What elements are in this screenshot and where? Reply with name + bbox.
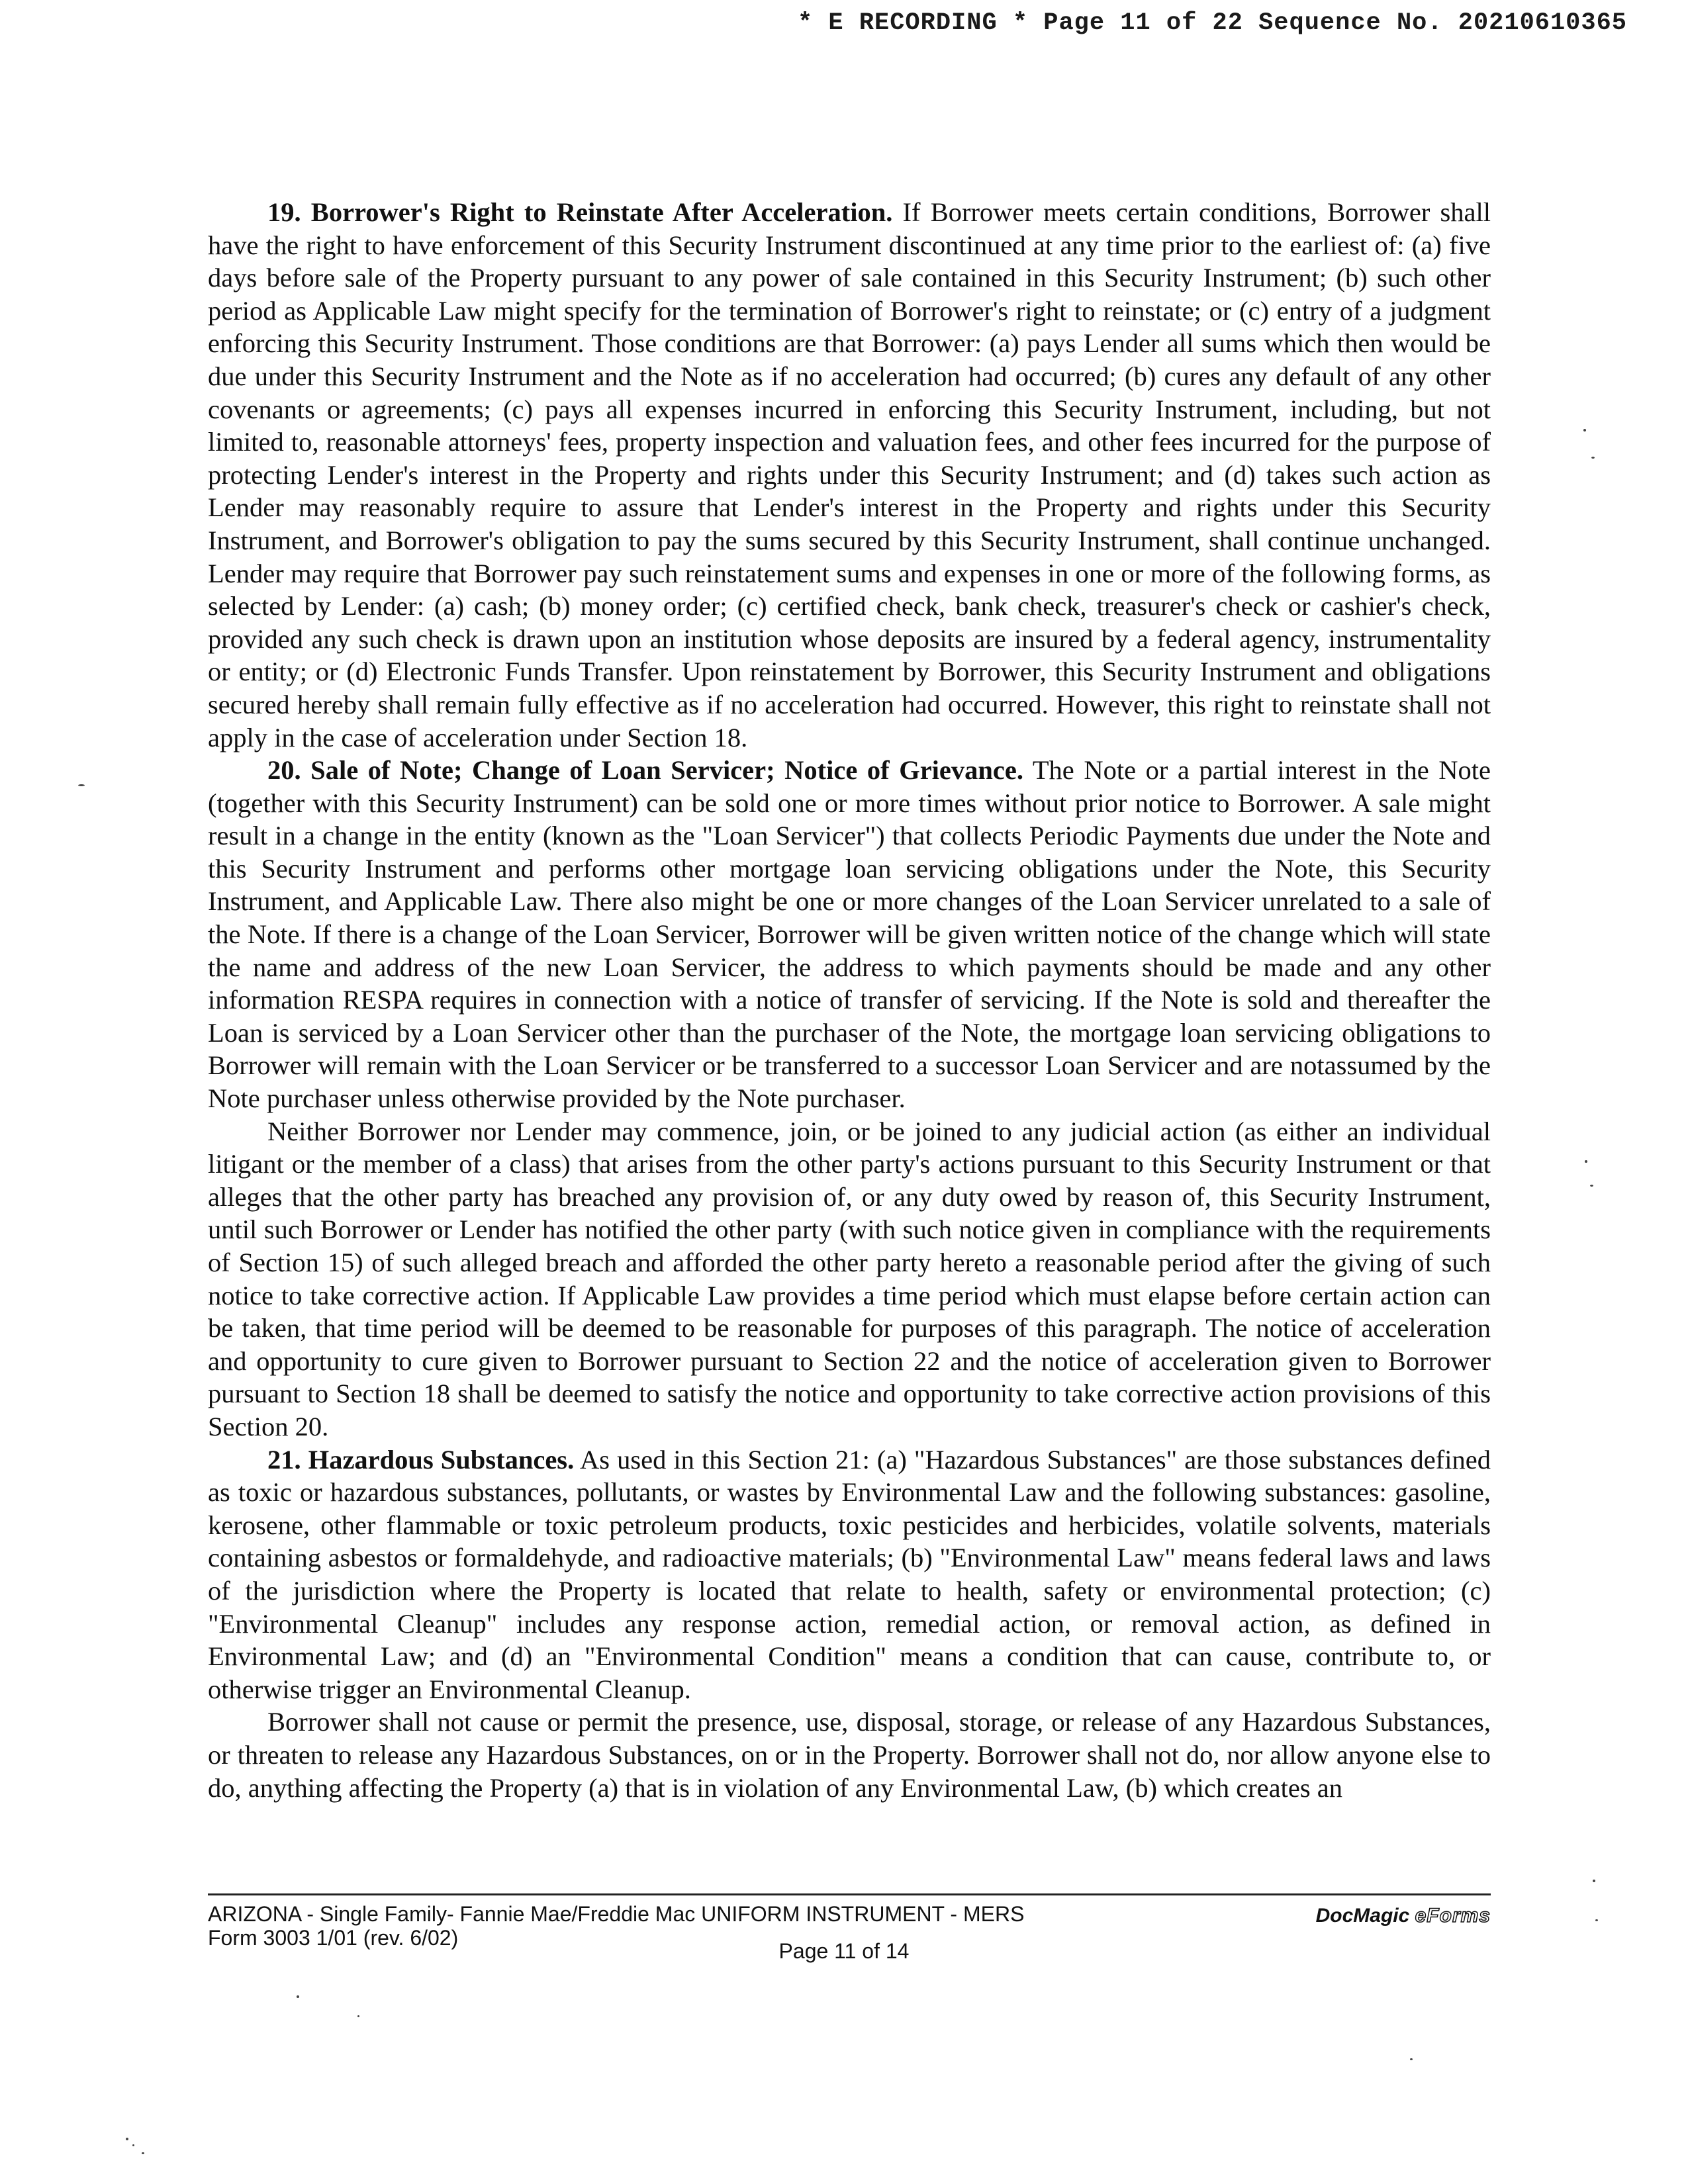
scan-speck xyxy=(1585,1160,1587,1163)
scan-speck xyxy=(142,2152,144,2154)
scan-speck xyxy=(1595,1919,1598,1921)
section-21-paragraph-2: Borrower shall not cause or permit the presence, use, disposal, storage, or release of any Hazardous Substances, or threaten to release any Hazardous Substances, on or in the Property. Borrower shall not do, nor allow anyone else to do, anything affecting the Property (a) that is in violation of any Environmental Law, (b) which creates an xyxy=(208,1707,1491,1803)
document-body xyxy=(208,196,1491,1804)
docmagic-logo xyxy=(1316,1905,1491,1927)
scan-speck xyxy=(357,2015,359,2017)
section-19-heading: 19. Borrower's Right to Reinstate After Acceleration. xyxy=(267,197,893,227)
section-19-text: If Borrower meets certain conditions, Borrower shall have the right to have enforcement of this Security Instrument discontinued at any time prior to the earliest of: (a) five days before sale of the Property pursuant to any power of sale contained in this Security Instrument; (b) such other period as Applicable Law might specify for the termination of Borrower's right to reinstate; or (c) entry of a judgment enforcing this Security Instrument. Those conditions are that Borrower: (a) pays Lender all sums which then would be due under this Security Instrument and the Note as if no acceleration had occurred; (b) cures any default of any other covenants or agreements; (c) pays all expenses incurred in enforcing this Security Instrument, including, but not limited to, reasonable attorneys' fees, property inspection and valuation fees, and other fees incurred for the purpose of protecting Lender's interest in the Property and rights under this Security Instrument; and (d) takes such action as Lender may reasonably require to assure that Lender's interest in the Property and rights under this Security Instrument, and Borrower's obligation to pay the sums secured by this Security Instrument, shall continue unchanged. Lender may require that Borrower pay such reinstatement sums and expenses in one or more of the following forms, as selected by Lender: (a) cash; (b) money order; (c) certified check, bank check, treasurer's check or cashier's check, provided any such check is drawn upon an institution whose deposits are insured by a federal agency, instrumentality or entity; or (d) Electronic Funds Transfer. Upon reinstatement by Borrower, this Security Instrument and obligations secured hereby shall remain fully effective as if no acceleration had occurred. However, this right to reinstate shall not apply in the case of acceleration under Section 18. xyxy=(208,197,1491,752)
scan-speck xyxy=(78,784,85,786)
section-19-paragraph xyxy=(208,196,1491,754)
scan-speck xyxy=(1410,2058,1413,2060)
scan-speck xyxy=(126,2138,128,2140)
section-21-paragraph xyxy=(208,1443,1491,1706)
scan-speck xyxy=(1593,1880,1595,1882)
section-20-paragraph xyxy=(208,754,1491,1115)
scan-speck xyxy=(297,1995,299,1998)
footer-form-number: Form 3003 1/01 (rev. 6/02) xyxy=(208,1926,459,1950)
recording-header: * E RECORDING * Page 11 of 22 Sequence No. 20210610365 xyxy=(798,9,1627,37)
section-20-text: The Note or a partial interest in the Note (together with this Security Instrument) can be sold one or more times without prior notice to Borrower. A sale might result in a change in the entity (known as the "Loan Servicer") that collects Periodic Payments due under the Note and this Security Instrument and performs other mortgage loan servicing obligations under the Note, this Security Instrument, and Applicable Law. There also might be one or more changes of the Loan Servicer unrelated to a sale of the Note. If there is a change of the Loan Servicer, Borrower will be given written notice of the change which will state the name and address of the new Loan Servicer, the address to which payments should be made and any other information RESPA requires in connection with a notice of transfer of servicing. If the Note is sold and thereafter the Loan is serviced by a Loan Servicer other than the purchaser of the Note, the mortgage loan servicing obligations to Borrower will remain with the Loan Servicer or be transferred to a successor Loan Servicer and are notassumed by the Note purchaser unless otherwise provided by the Note purchaser. xyxy=(208,755,1491,1114)
docmagic-logo-text: DocMagic xyxy=(1315,1905,1415,1927)
eforms-logo-text: eForms xyxy=(1415,1905,1491,1927)
section-21-text: As used in this Section 21: (a) "Hazardous Substances" are those substances defined as toxic or hazardous substances, pollutants, or wastes by Environmental Law and the following substances: gasoline, kerosene, other flammable or toxic petroleum products, toxic pesticides and herbicides, volatile solvents, materials containing asbestos or formaldehyde, and radioactive materials; (b) "Environmental Law" means federal laws and laws of the jurisdiction where the Property is located that relate to health, safety or environmental protection; (c) "Environmental Cleanup" includes any response action, remedial action, or removal action, as defined in Environmental Law; and (d) an "Environmental Condition" means a condition that can cause, contribute to, or otherwise trigger an Environmental Cleanup. xyxy=(208,1444,1491,1704)
footer-page-number: Page 11 of 14 xyxy=(778,1939,910,1963)
scan-speck xyxy=(1590,1185,1593,1187)
scan-speck xyxy=(1591,457,1595,459)
scan-speck xyxy=(1583,429,1586,432)
section-20-heading: 20. Sale of Note; Change of Loan Servicer; Notice of Grievance. xyxy=(267,755,1023,786)
footer-form-title: ARIZONA - Single Family- Fannie Mae/Freddie Mac UNIFORM INSTRUMENT - MERS xyxy=(208,1902,1025,1926)
footer-divider xyxy=(208,1893,1491,1895)
scan-speck xyxy=(132,2144,134,2146)
section-21-heading: 21. Hazardous Substances. xyxy=(267,1444,575,1475)
section-20-paragraph-2: Neither Borrower nor Lender may commence, join, or be joined to any judicial action (as either an individual litigant or the member of a class) that arises from the other party's actions pursuant to this Security Instrument or that alleges that the other party has breached any provision of, or any duty owed by reason of, this Security Instrument, until such Borrower or Lender has notified the other party (with such notice given in compliance with the requirements of Section 15) of such alleged breach and afforded the other party hereto a reasonable period after the giving of such notice to take corrective action. If Applicable Law provides a time period which must elapse before certain action can be taken, that time period will be deemed to be reasonable for purposes of this paragraph. The notice of acceleration and opportunity to cure given to Borrower pursuant to Section 22 and the notice of acceleration given to Borrower pursuant to Section 18 shall be deemed to satisfy the notice and opportunity to take corrective action provisions of this Section 20. xyxy=(208,1116,1491,1441)
